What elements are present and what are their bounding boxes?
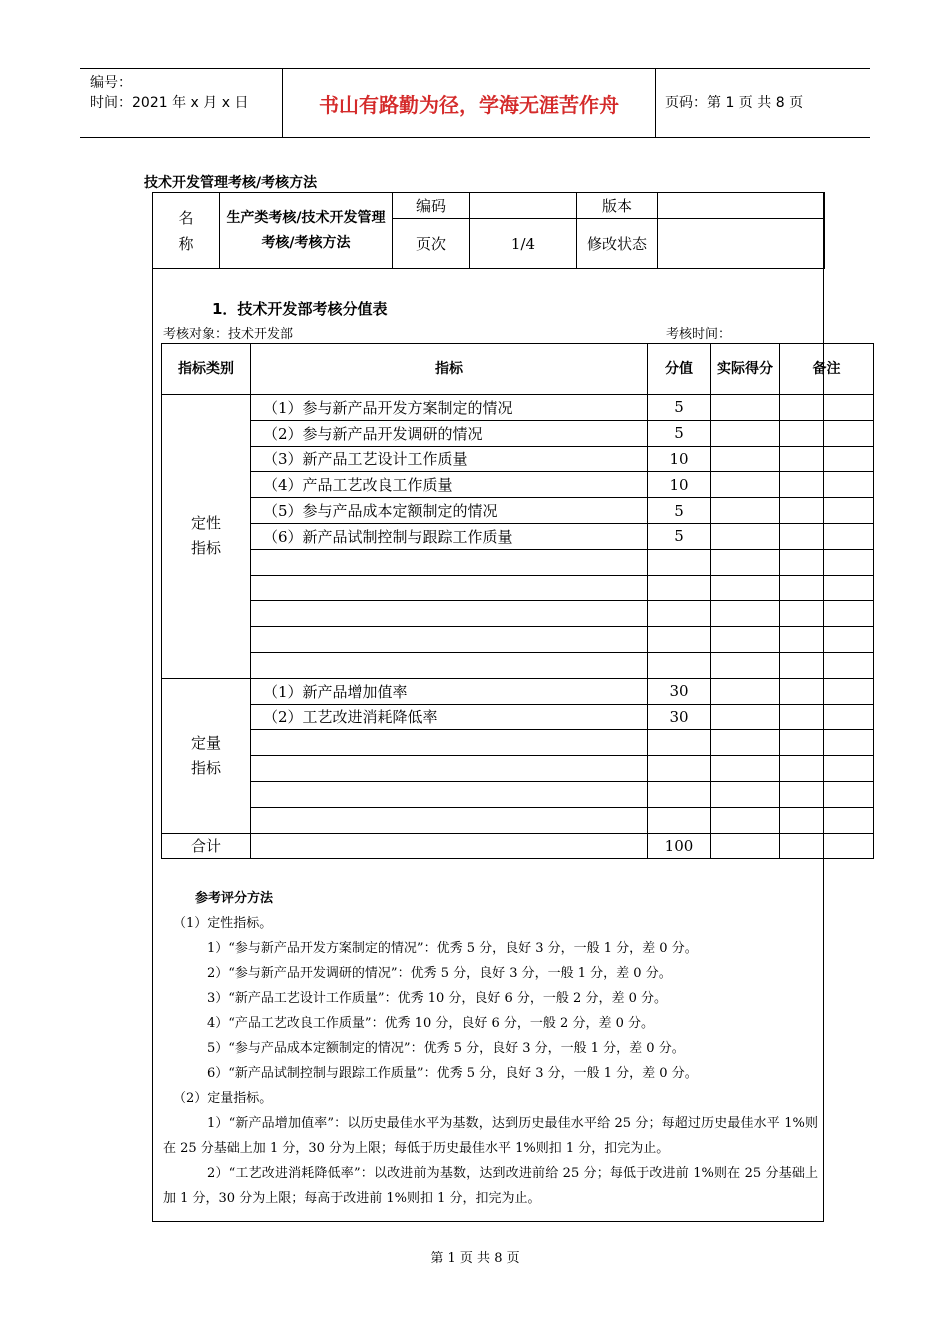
actual-score-cell [711, 704, 780, 730]
table-row [162, 472, 874, 498]
indicator-cell [251, 730, 648, 756]
category-label: 定性 [190, 514, 221, 533]
actual-score-cell [711, 756, 780, 782]
method-item: 1）“参与新产品开发方案制定的情况”：优秀 5 分，良好 3 分，一般 1 分，差 0 分。 [207, 941, 698, 956]
code-value [470, 193, 577, 219]
table-row [162, 575, 874, 601]
remarks-cell [780, 652, 874, 678]
indicator-cell [251, 781, 648, 807]
table-row [162, 420, 874, 446]
category-label: 指标 [190, 539, 221, 558]
actual-score-cell [711, 395, 780, 421]
indicator-cell [251, 601, 648, 627]
table-row [162, 704, 874, 730]
assessment-time: 考核时间： [666, 327, 732, 342]
actual-score-cell [711, 781, 780, 807]
remarks-cell [780, 627, 874, 653]
score-cell: 30 [648, 678, 711, 704]
table-row [162, 730, 874, 756]
meta-table [152, 192, 825, 269]
indicator-cell: （2）参与新产品开发调研的情况 [251, 420, 648, 446]
score-cell: 10 [648, 472, 711, 498]
status-label: 修改状态 [577, 219, 658, 269]
indicator-cell [251, 575, 648, 601]
actual-score-cell [711, 652, 780, 678]
score-cell: 5 [648, 498, 711, 524]
header-indicator: 指标 [251, 344, 648, 395]
score-cell [648, 627, 711, 653]
header-motto: 书山有路勤为径，学海无涯苦作舟 [319, 93, 619, 117]
indicator-cell [251, 652, 648, 678]
category-label: 指标 [190, 758, 221, 777]
document-title: 技术开发管理考核/考核方法 [144, 175, 318, 191]
indicator-cell: （5）参与产品成本定额制定的情况 [251, 498, 648, 524]
remarks-cell [780, 601, 874, 627]
remarks-cell [780, 704, 874, 730]
indicator-cell [251, 549, 648, 575]
method-item: 1）“新产品增加值率”：以历史最佳水平为基数，达到历史最佳水平给 25 分；每超过历史最佳水平 1%则在 25 分基础上加 1 分，30 分为上限；每低于历史最佳水平 1%则扣 1 分，扣完为止。 [163, 1116, 818, 1156]
quantitative-items [163, 1111, 818, 1211]
method-item: 2）“工艺改进消耗降低率”：以改进前为基数，达到改进前给 25 分；每低于改进前 1%则在 25 分基础上加 1 分，30 分为上限；每高于改进前 1%则扣 1 分，扣完为止。 [163, 1166, 818, 1206]
name-label-cell [153, 193, 220, 269]
indicator-cell: （6）新产品试制控制与跟踪工作质量 [251, 523, 648, 549]
score-cell [648, 601, 711, 627]
total-label: 合计 [162, 833, 251, 859]
score-cell: 10 [648, 446, 711, 472]
table-row [162, 627, 874, 653]
header-left [90, 73, 248, 113]
method-title: 参考评分方法 [195, 891, 274, 906]
score-cell [648, 549, 711, 575]
remarks-cell [780, 730, 874, 756]
table-row [162, 807, 874, 833]
actual-score-cell [711, 807, 780, 833]
method-item: 2）“参与新产品开发调研的情况”：优秀 5 分，良好 3 分，一般 1 分，差 0 分。 [207, 966, 672, 981]
indicator-cell: （1）参与新产品开发方案制定的情况 [251, 395, 648, 421]
page-label: 页次 [393, 219, 470, 269]
version-value [658, 193, 825, 219]
indicator-cell [251, 807, 648, 833]
status-value [658, 219, 825, 269]
score-cell [648, 756, 711, 782]
total-value: 100 [648, 833, 711, 859]
header-score: 分值 [648, 344, 711, 395]
score-cell [648, 781, 711, 807]
remarks-cell [780, 807, 874, 833]
score-cell: 30 [648, 704, 711, 730]
remarks-cell [780, 446, 874, 472]
category-label: 定量 [190, 733, 221, 752]
score-cell [648, 575, 711, 601]
remarks-cell [780, 420, 874, 446]
total-actual [711, 833, 780, 859]
table-row [162, 678, 874, 704]
remarks-cell [780, 523, 874, 549]
table-row [162, 601, 874, 627]
name-label-1: 名 [178, 208, 194, 227]
score-cell: 5 [648, 420, 711, 446]
header-divider [655, 69, 656, 137]
category-cell [162, 678, 251, 833]
table-row [162, 652, 874, 678]
total-remarks [780, 833, 874, 859]
header-category: 指标类别 [162, 344, 251, 395]
scoring-method [163, 886, 818, 1211]
header-time-label: 时间：2021 年 x 月 x 日 [90, 95, 249, 111]
method-item: 6）“新产品试制控制与跟踪工作质量”：优秀 5 分，良好 3 分，一般 1 分，差 0 分。 [207, 1066, 698, 1081]
header-page-info: 页码：第 1 页 共 8 页 [665, 95, 804, 111]
actual-score-cell [711, 523, 780, 549]
indicator-cell [251, 756, 648, 782]
actual-score-cell [711, 446, 780, 472]
table-row [162, 756, 874, 782]
score-table [161, 343, 874, 859]
score-cell: 5 [648, 523, 711, 549]
score-cell [648, 730, 711, 756]
category-cell [162, 395, 251, 679]
version-label: 版本 [577, 193, 658, 219]
indicator-cell: （1）新产品增加值率 [251, 678, 648, 704]
table-row [162, 549, 874, 575]
score-cell [648, 807, 711, 833]
qualitative-group [162, 395, 874, 679]
table-row [162, 395, 874, 421]
remarks-cell [780, 498, 874, 524]
assessment-target: 考核对象：技术开发部 [163, 327, 294, 342]
actual-score-cell [711, 678, 780, 704]
page-header [80, 68, 870, 138]
table-row [162, 498, 874, 524]
header-remarks: 备注 [780, 344, 874, 395]
remarks-cell [780, 395, 874, 421]
remarks-cell [780, 575, 874, 601]
actual-score-cell [711, 472, 780, 498]
table-row [162, 781, 874, 807]
method-item: 3）“新产品工艺设计工作质量”：优秀 10 分，良好 6 分，一般 2 分，差 0 分。 [207, 991, 667, 1006]
indicator-cell: （3）新产品工艺设计工作质量 [251, 446, 648, 472]
remarks-cell [780, 756, 874, 782]
actual-score-cell [711, 627, 780, 653]
page-footer: 第 1 页 共 8 页 [430, 1251, 520, 1266]
table-row [162, 523, 874, 549]
name-label-2: 称 [178, 234, 194, 253]
indicator-cell [251, 627, 648, 653]
code-label: 编码 [393, 193, 470, 219]
quantitative-group [162, 678, 874, 833]
actual-score-cell [711, 730, 780, 756]
actual-score-cell [711, 601, 780, 627]
actual-score-cell [711, 498, 780, 524]
actual-score-cell [711, 575, 780, 601]
section-title: 1．技术开发部考核分值表 [212, 300, 388, 318]
qualitative-items [163, 936, 818, 1086]
score-cell: 5 [648, 395, 711, 421]
method-item: 5）“参与产品成本定额制定的情况”：优秀 5 分，良好 3 分，一般 1 分，差 0 分。 [207, 1041, 685, 1056]
indicator-cell: （4）产品工艺改良工作质量 [251, 472, 648, 498]
remarks-cell [780, 549, 874, 575]
name-value: 生产类考核/技术开发管理考核/考核方法 [220, 193, 393, 269]
quantitative-title: （2）定量指标。 [173, 1091, 273, 1106]
actual-score-cell [711, 420, 780, 446]
actual-score-cell [711, 549, 780, 575]
header-actual-score: 实际得分 [711, 344, 780, 395]
remarks-cell [780, 472, 874, 498]
method-item: 4）“产品工艺改良工作质量”：优秀 10 分，良好 6 分，一般 2 分，差 0 分。 [207, 1016, 654, 1031]
remarks-cell [780, 781, 874, 807]
indicator-cell: （2）工艺改进消耗降低率 [251, 704, 648, 730]
score-cell [648, 652, 711, 678]
page-value: 1/4 [470, 219, 577, 269]
header-number-label: 编号： [90, 75, 132, 91]
table-row [162, 446, 874, 472]
remarks-cell [780, 678, 874, 704]
qualitative-title: （1）定性指标。 [173, 916, 273, 931]
total-empty [251, 833, 648, 859]
